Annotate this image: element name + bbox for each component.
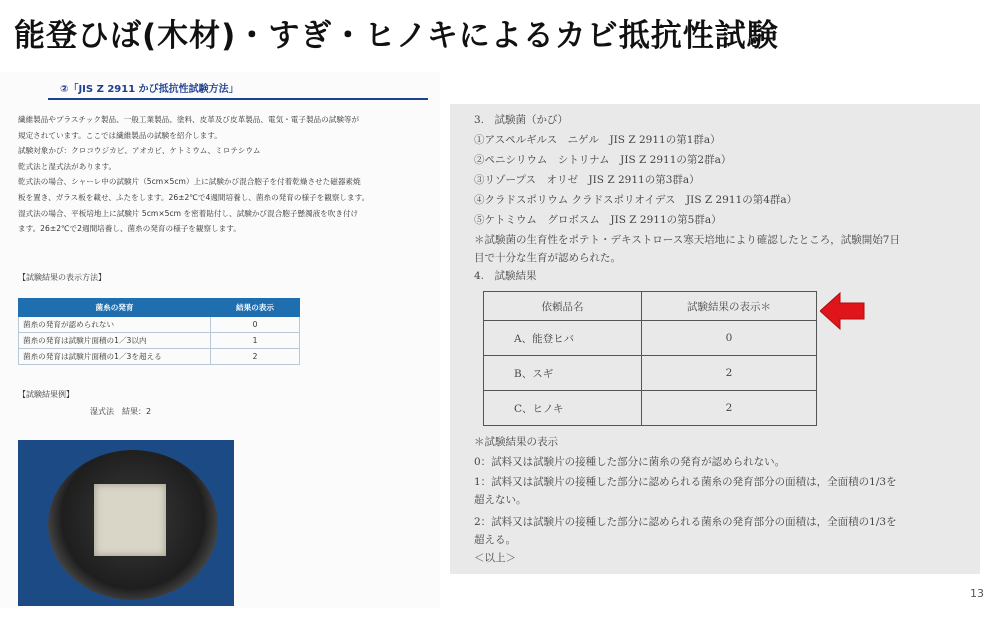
test-fungi-heading: 3. 試験菌（かび） — [474, 114, 569, 126]
body-line: 乾式法と湿式法があります。 — [18, 161, 117, 171]
table-row — [484, 356, 817, 391]
table-cell: 菌糸の発育は試験片面積の1／3を超える — [19, 349, 211, 365]
table-cell: 0 — [642, 321, 817, 356]
fungus-line: ②ペニシリウム シトリナム JIS Z 2911の第2群a） — [474, 154, 732, 166]
table-cell: 2 — [642, 391, 817, 426]
result-legend-line: 超える。 — [474, 534, 516, 546]
body-line: 板を置き、ガラス板を載せ、ふたをします。26±2℃で4週間培養し、菌糸の発育の様子を観察します。 — [18, 192, 370, 202]
result-example-caption: 湿式法 結果：2 — [90, 407, 152, 416]
red-left-arrow-icon — [820, 291, 866, 331]
result-display-table — [18, 298, 300, 365]
body-line: 試験対象かび：クロコウジカビ、アオカビ、ケトミウム、ミロテシウム — [18, 146, 261, 156]
table-header-cell: 菌糸の発育 — [19, 299, 211, 317]
right-document-scan — [450, 104, 980, 574]
table-header-cell: 試験結果の表示＊ — [642, 292, 817, 321]
test-results-table — [483, 291, 817, 426]
growth-note-line: ＊試験菌の生育性をポテト・デキストロース寒天培地により確認したところ，試験開始7日 — [474, 234, 900, 246]
table-cell: 菌糸の発育が認められない — [19, 317, 211, 333]
slide-title: 能登ひば(木材)・すぎ・ヒノキによるカビ抵抗性試験 — [14, 18, 779, 54]
table-cell: B、スギ — [484, 356, 642, 391]
table-cell: 2 — [642, 356, 817, 391]
table-row — [19, 333, 300, 349]
table-row — [484, 321, 817, 356]
end-mark: ＜以上＞ — [474, 552, 516, 564]
body-line: ます。26±2℃で2週間培養し、菌糸の発育の様子を観察します。 — [18, 224, 241, 234]
table-header-cell: 結果の表示 — [211, 299, 300, 317]
fungus-line: ⑤ケトミウム グロボスム JIS Z 2911の第5群a） — [474, 214, 722, 226]
table-cell: 2 — [211, 349, 300, 365]
table-cell: 0 — [211, 317, 300, 333]
left-doc-body — [18, 112, 428, 237]
table-header-row — [19, 299, 300, 317]
left-doc-heading: ②「JIS Z 2911 かび抵抗性試験方法」 — [60, 84, 239, 95]
result-legend-line: 1：試料又は試験片の接種した部分に認められる菌糸の発育部分の面積は，全面積の1/3を — [474, 476, 897, 488]
result-legend-title: ＊試験結果の表示 — [474, 436, 558, 448]
result-legend-line: 0：試料又は試験片の接種した部分に菌糸の発育が認められない。 — [474, 456, 786, 468]
body-line: 規定されています。ここでは繊維製品の試験を紹介します。 — [18, 130, 222, 140]
page-number: 13 — [970, 587, 984, 600]
fungus-line: ①アスペルギルス ニゲル JIS Z 2911の第1群a） — [474, 134, 721, 146]
table-header-row — [484, 292, 817, 321]
left-document-scan — [0, 72, 440, 608]
body-line: 湿式法の場合、平板培地上に試験片 5cm×5cm を密着貼付し、試験かび混合胞子懸濁液を吹き付け — [18, 208, 359, 218]
growth-note-line: 目で十分な生育が認められた。 — [474, 252, 621, 264]
table-cell: C、ヒノキ — [484, 391, 642, 426]
body-line: 乾式法の場合、シャーレ中の試験片（5cm×5cm）上に試験かび混合胞子を付着乾燥させた磁器素焼 — [18, 177, 361, 187]
table-row — [484, 391, 817, 426]
result-example-heading: 【試験結果例】 — [18, 390, 74, 399]
result-legend-line: 2：試料又は試験片の接種した部分に認められる菌糸の発育部分の面積は，全面積の1/3を — [474, 516, 897, 528]
test-results-heading: 4. 試験結果 — [474, 270, 537, 282]
table-row — [19, 317, 300, 333]
table-header-cell: 依頼品名 — [484, 292, 642, 321]
fungus-line: ③リゾープス オリゼ JIS Z 2911の第3群a） — [474, 174, 700, 186]
petri-dish-photo — [18, 440, 234, 606]
result-display-method-heading: 【試験結果の表示方法】 — [18, 273, 106, 282]
table-row — [19, 349, 300, 365]
body-line: 繊維製品やプラスチック製品、一般工業製品、塗料、皮革及び皮革製品、電気・電子製品の試験等が — [18, 115, 360, 124]
heading-underline — [48, 98, 428, 100]
table-cell: 1 — [211, 333, 300, 349]
result-legend-line: 超えない。 — [474, 494, 527, 506]
test-specimen — [94, 484, 166, 556]
table-cell: 菌糸の発育は試験片面積の1／3以内 — [19, 333, 211, 349]
table-cell: A、能登ヒバ — [484, 321, 642, 356]
fungus-line: ④クラドスポリウム クラドスポリオイデス JIS Z 2911の第4群a） — [474, 194, 798, 206]
